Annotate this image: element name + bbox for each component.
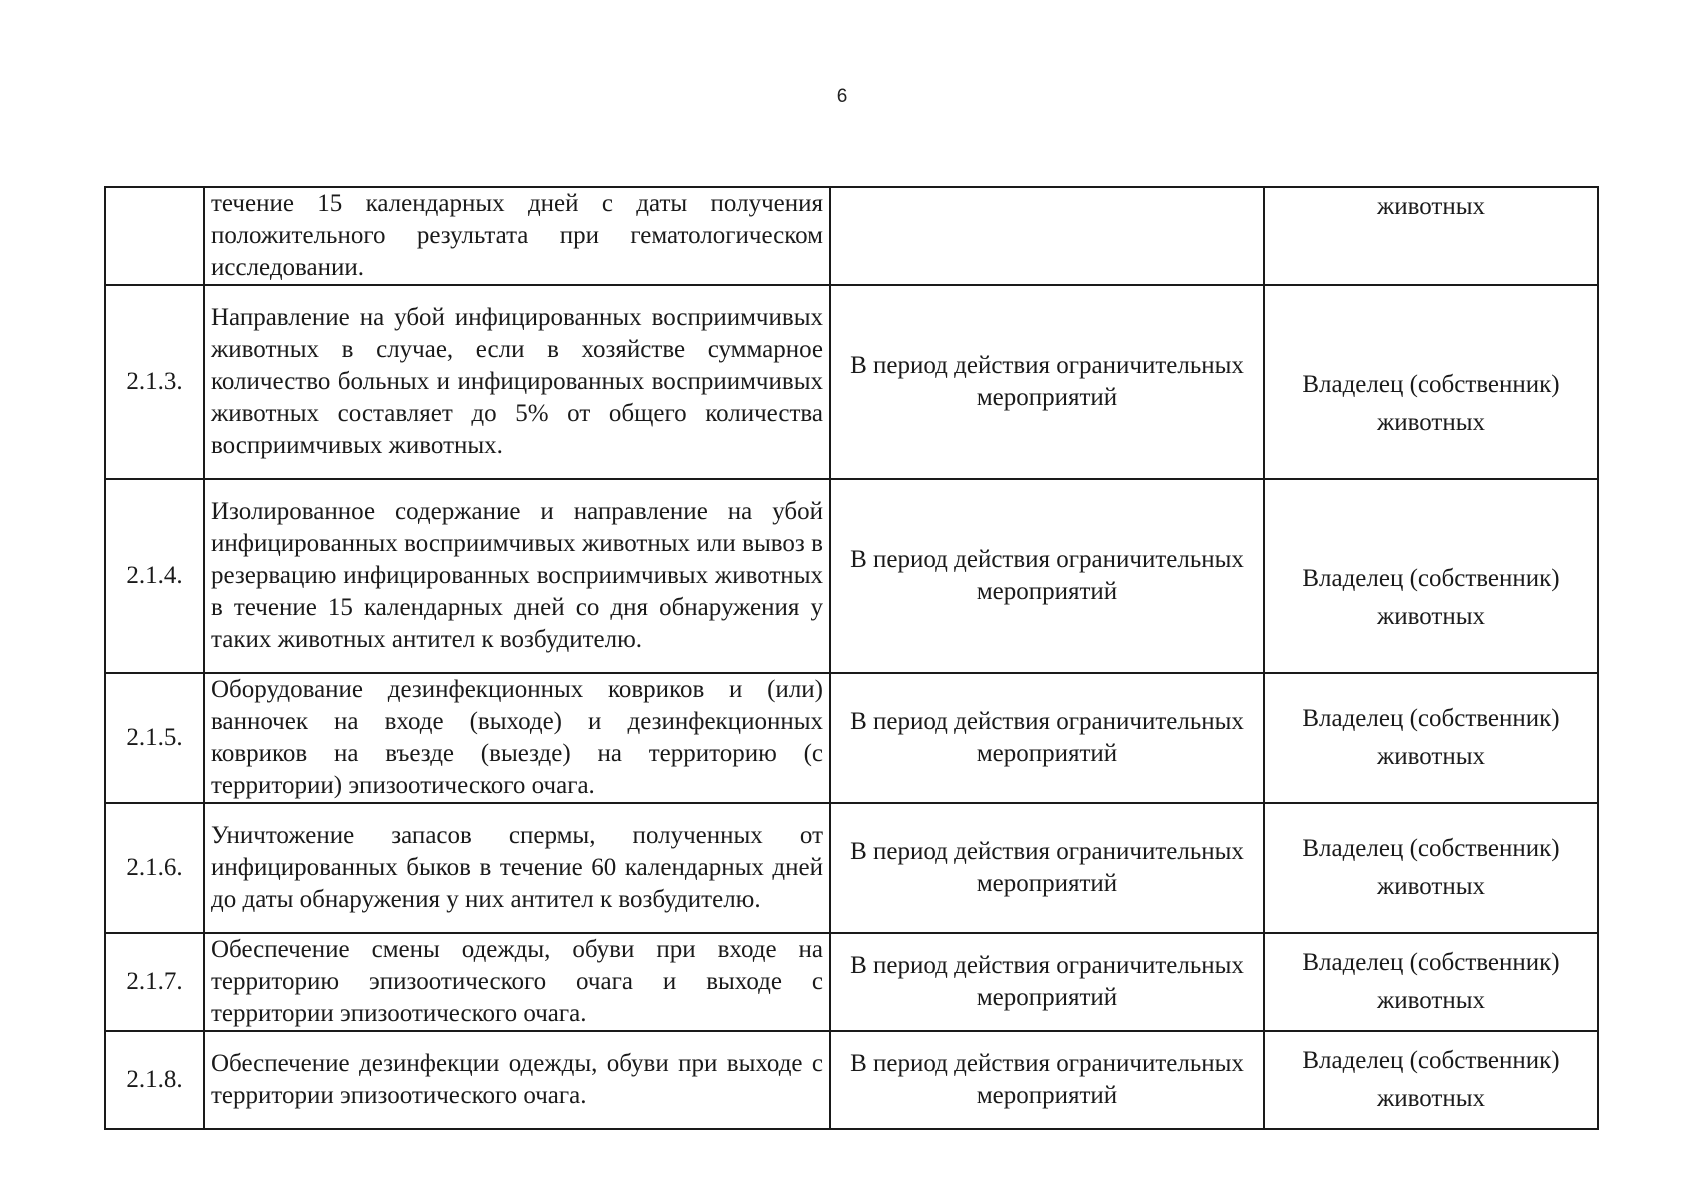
responsible-cell <box>1264 187 1598 285</box>
responsible-cell <box>1264 479 1598 673</box>
period-text: В период действия ограничительных мероприятий <box>830 803 1264 933</box>
item-number: 2.1.7. <box>105 933 204 1031</box>
period-text: В период действия ограничительных мероприятий <box>830 673 1264 803</box>
period-text <box>830 187 1264 285</box>
responsible-line-1: Владелец (собственник) <box>1302 565 1560 592</box>
responsible-cell <box>1264 673 1598 803</box>
responsible-cell <box>1264 803 1598 933</box>
table-row <box>105 1031 1598 1129</box>
responsible-line-2: животных <box>1376 1085 1486 1112</box>
responsible-cell <box>1264 933 1598 1031</box>
item-number: 2.1.4. <box>105 479 204 673</box>
period-text: В период действия ограничительных мероприятий <box>830 1031 1264 1129</box>
measure-text: Направление на убой инфицированных восприимчивых животных в случае, если в хозяйстве суммарное количество больных и инфицированных восприимчивых животных составляет до 5% от общего количества восприимчивых животных. <box>204 285 830 479</box>
table-row <box>105 285 1598 479</box>
responsible-cell <box>1264 285 1598 479</box>
table-row <box>105 187 1598 285</box>
measure-text: Оборудование дезинфекционных ковриков и (или) ванночек на входе (выходе) и дезинфекционных ковриков на въезде (выезде) на территорию (с территории) эпизоотического очага. <box>204 673 830 803</box>
page-number: 6 <box>836 86 848 107</box>
measures-table <box>104 186 1599 1130</box>
item-number: 2.1.8. <box>105 1031 204 1129</box>
responsible-line-1: животных <box>1376 193 1486 220</box>
measure-text: Обеспечение смены одежды, обуви при входе на территорию эпизоотического очага и выходе с территории эпизоотического очага. <box>204 933 830 1031</box>
measure-text: течение 15 календарных дней с даты получения положительного результата при гематологическом исследовании. <box>204 187 830 285</box>
item-number <box>105 187 204 285</box>
table-row <box>105 933 1598 1031</box>
responsible-line-2: животных <box>1376 743 1486 770</box>
table-row <box>105 479 1598 673</box>
item-number: 2.1.5. <box>105 673 204 803</box>
period-text: В период действия ограничительных мероприятий <box>830 479 1264 673</box>
responsible-cell <box>1264 1031 1598 1129</box>
responsible-line-1: Владелец (собственник) <box>1302 705 1560 732</box>
responsible-line-1: Владелец (собственник) <box>1302 1047 1560 1074</box>
responsible-line-2: животных <box>1376 409 1486 436</box>
measure-text: Обеспечение дезинфекции одежды, обуви при выходе с территории эпизоотического очага. <box>204 1031 830 1129</box>
responsible-line-2: животных <box>1376 603 1486 630</box>
responsible-line-1: Владелец (собственник) <box>1302 949 1560 976</box>
responsible-line-1: Владелец (собственник) <box>1302 835 1560 862</box>
table-row <box>105 673 1598 803</box>
measure-text: Изолированное содержание и направление на убой инфицированных восприимчивых животных или вывоз в резервацию инфицированных восприимчивых животных в течение 15 календарных дней со дня обнаружения у таких животных антител к возбудителю. <box>204 479 830 673</box>
measure-text: Уничтожение запасов спермы, полученных от инфицированных быков в течение 60 календарных дней до даты обнаружения у них антител к возбудителю. <box>204 803 830 933</box>
responsible-line-1: Владелец (собственник) <box>1302 371 1560 398</box>
responsible-line-2: животных <box>1376 987 1486 1014</box>
period-text: В период действия ограничительных мероприятий <box>830 285 1264 479</box>
responsible-line-2: животных <box>1376 873 1486 900</box>
period-text: В период действия ограничительных мероприятий <box>830 933 1264 1031</box>
item-number: 2.1.3. <box>105 285 204 479</box>
table-row <box>105 803 1598 933</box>
item-number: 2.1.6. <box>105 803 204 933</box>
